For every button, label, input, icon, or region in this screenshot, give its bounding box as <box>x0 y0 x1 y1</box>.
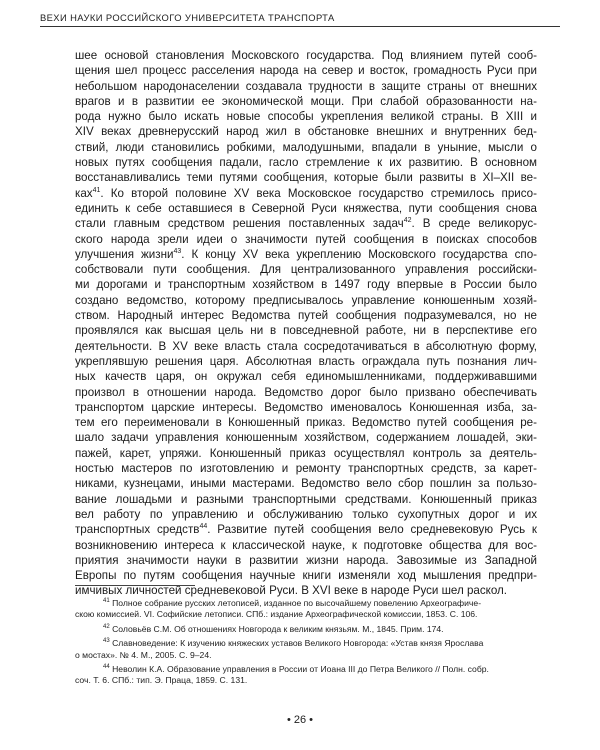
footnote-number: 44 <box>103 664 110 671</box>
body-line: транспортом царские интересы. Ведомство именовалось Конюшенная изба, за- <box>75 400 537 414</box>
footnote-line: соч. Т. 6. СПб.: тип. Э. Праца, 1859. С. 131. <box>75 675 248 686</box>
footnote-line: скою комиссией. VI. Софийские летописи. СПб.: издание Археографической комиссии, 1853. С. 106. <box>75 609 478 620</box>
body-line: приятия значимости науки в развитии жизни народа. Завозимые из Западной <box>75 553 537 567</box>
footnote-number: 43 <box>103 638 110 645</box>
body-line: ках$^{41}$. Ко второй половине XV века Московское государство стремилось присо- <box>75 186 537 200</box>
body-line: ми дорогами и транспортным хозяйством в 1497 году впервые в России было <box>75 278 537 292</box>
footnote-divider <box>75 585 195 586</box>
body-line: укреплявшую решения царя. Абсолютная власть ограждала путь познания лич- <box>75 354 537 368</box>
body-line: тем его переименовали в Конюшенный приказ. Ведомство путей сообщения ре- <box>75 416 537 430</box>
body-line: улучшения жизни$^{43}$. К концу XV века укреплению Московского государства спо- <box>75 247 537 261</box>
footnote <box>75 664 537 687</box>
footnote-line: о мостах». № 4. М., 2005. С. 9–24. <box>75 649 212 660</box>
body-line: XIV веках древнерусский народ жил в обстановке внешних и внутренних бед- <box>75 125 537 139</box>
body-line: проявлялся как высшая цель ни в повседневной работе, ни в перспективе его <box>75 324 537 338</box>
body-line: создано ведомство, которому предписывалось управление конюшенным хозяй- <box>75 293 537 307</box>
footnote-line: $^{42}$ Соловьёв С.М. Об отношениях Новгорода к великим князьям. М., 1845. Прим. 174. <box>103 623 444 634</box>
body-line: вание лошадьми и разными транспортными средствами. Конюшенный приказ <box>75 492 537 506</box>
body-line: щения шел процесс расселения народа на север и восток, громадность Руси при <box>75 64 537 78</box>
body-line: имчивых личностей средневековой Руси. В XVI веке в народе Руси шел раскол. <box>75 584 508 598</box>
body-line: ского народа зрели идеи о значимости путей сообщения в поисках способов <box>75 232 537 246</box>
footnote <box>75 624 537 635</box>
body-line: пажей, карет, упряжи. Конюшенный приказ осуществлял контроль за деятель- <box>75 446 537 460</box>
body-line: новых путях сообщения падали, гасло стремление к их развитию. В основном <box>75 156 537 170</box>
footnote-number: 42 <box>103 623 110 630</box>
body-line: деятельности. В XV веке власть стала сосредотачиваться в абсолютную форму, <box>75 339 537 353</box>
body-line: небольшом народонаселении создавала трудности в защите страны от внешних <box>75 79 537 93</box>
body-line: транспортных средств$^{44}$. Развитие путей сообщения вело средневековую Русь к <box>75 523 537 537</box>
body-line: вел работу по управлению и обслуживанию только сухопутных дорог и их <box>75 507 537 521</box>
body-line: врагов и в развитии ее экономической мощи. При слабой образованности на- <box>75 94 537 108</box>
footnote-number: 41 <box>103 598 110 605</box>
body-line: рода нужно было искать новые способы укрепления великой страны. В XIII и <box>75 110 537 124</box>
footnote <box>75 598 537 621</box>
footnote-ref[interactable]: 41 <box>92 186 101 194</box>
body-line: никами, кузнецами, иными мастерами. Ведомство вело сбор пошлин за пользо- <box>75 477 537 491</box>
footnote-line: $^{44}$ Неволин К.А. Образование управления в России от Иоана III до Петра Великого // Полн. собр. <box>103 664 489 675</box>
footnote-line: $^{43}$ Славноведение: К изучению княжеских уставов Великого Новгорода: «Устав князя Ярослава <box>103 638 484 649</box>
body-line: ствий, люди становились робкими, малодушными, впадали в уныние, мысли о <box>75 140 537 154</box>
body-text <box>75 48 537 599</box>
body-line: ством. Народный интерес Ведомства путей сообщения подразумевался, но не <box>75 309 537 323</box>
body-line: произвол в отношении народа. Ведомство дорог было призвано обеспечивать <box>75 385 537 399</box>
footnote-ref[interactable]: 43 <box>173 248 182 255</box>
footnote-ref[interactable]: 44 <box>199 523 208 531</box>
running-header: ВЕХИ НАУКИ РОССИЙСКОГО УНИВЕРСИТЕТА ТРАНСПОРТА <box>40 12 335 23</box>
footnotes <box>75 598 537 690</box>
body-line: возникновению интереса к классической науке, к подготовке общества для вос- <box>75 538 537 552</box>
body-line: шало задачи управления конюшенным хозяйством, содержанием лошадей, эки- <box>75 431 537 445</box>
body-line: собствовали пути сообщения. Для централизованного управления российски- <box>75 263 537 277</box>
body-line: восстанавливались теми путями сообщения, которые были развиты в XI–XII ве- <box>75 171 537 185</box>
footnote-ref[interactable]: 42 <box>403 217 412 225</box>
body-line: шее основой становления Московского государства. Под влиянием путей сооб- <box>75 49 537 62</box>
page-number: • 26 • <box>286 714 314 726</box>
footnote-line: $^{41}$ Полное собрание русских летописей, изданное по высочайшему повелению Археографиче- <box>103 598 482 608</box>
body-line: Европы по путям сообщения научные книги изменяли ход мышления предпри- <box>75 569 537 583</box>
footnote <box>75 638 537 661</box>
body-line: стали главным средством решения поставленных задач$^{42}$. В среде великорус- <box>75 217 537 231</box>
body-line: ных качеств царя, он окружал себя единомышленниками, поддерживавшими <box>75 370 537 384</box>
body-line: единить к себе оставшиеся в Северной Руси княжества, пути сообщения снова <box>75 201 537 215</box>
header-divider <box>40 26 560 27</box>
body-line: ностью мастеров по изготовлению и ремонту транспортных средств, за карет- <box>75 462 537 476</box>
